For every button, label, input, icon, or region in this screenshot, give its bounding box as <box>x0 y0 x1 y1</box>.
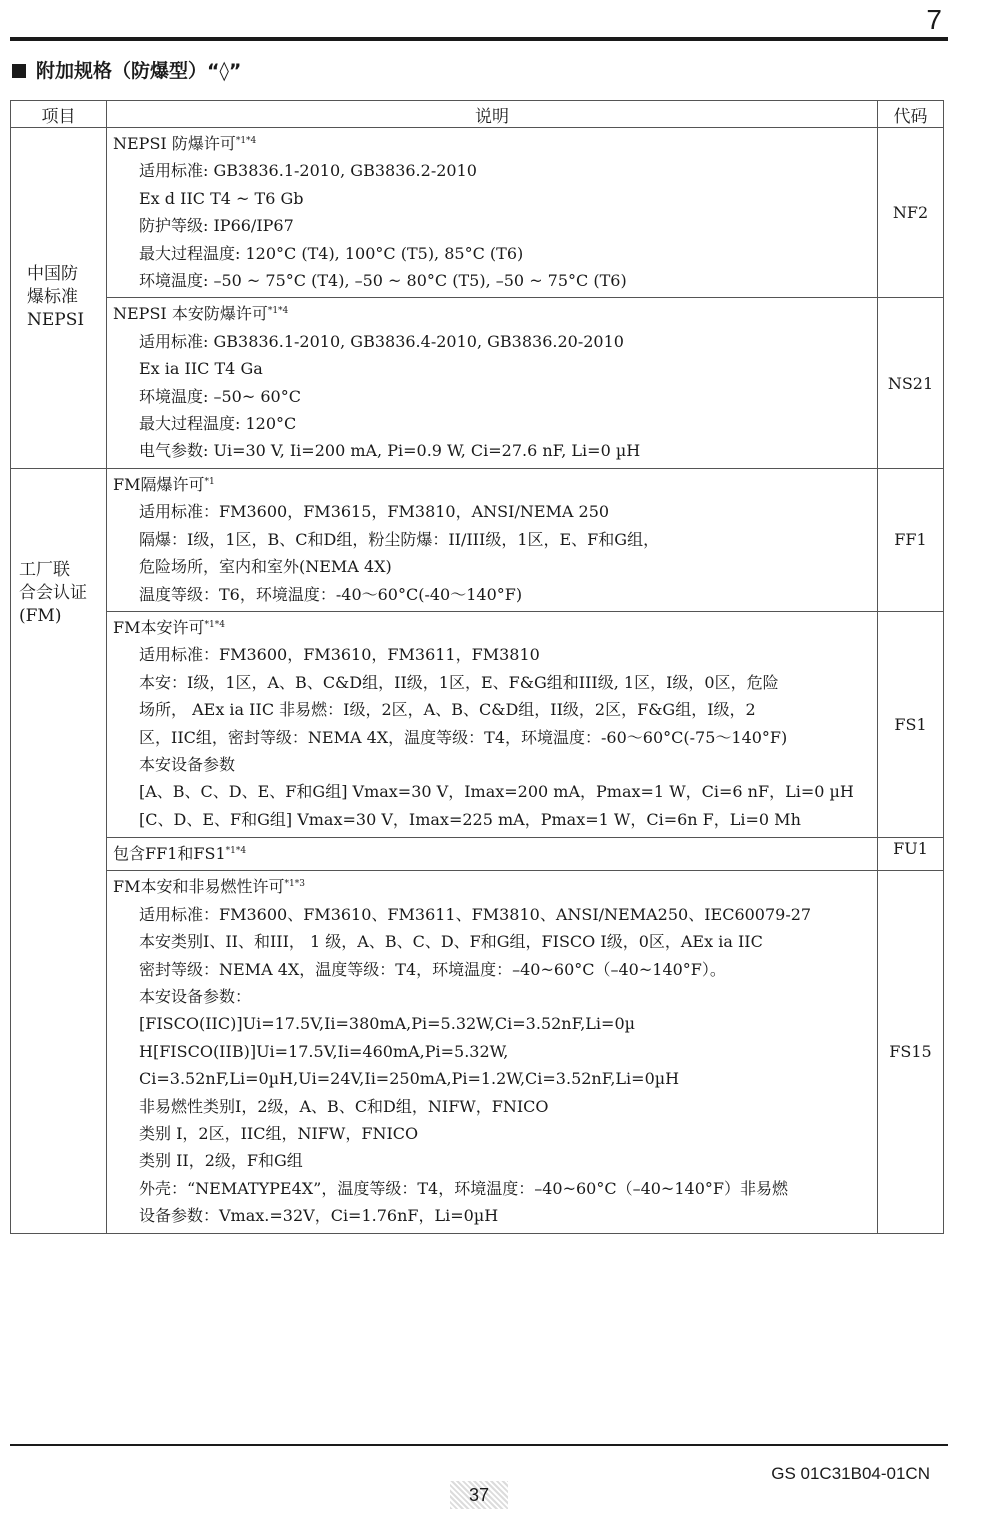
row-title: NEPSI 本安防爆许可$^{*1*4}$ <box>113 304 289 324</box>
category-line: 工厂联 <box>19 559 70 580</box>
description-cell <box>107 837 878 870</box>
desc-line: 环境温度: –50~ 60°C <box>139 386 301 406</box>
desc-line: [C、D、E、F和G组] Vmax=30 V，Imax=225 mA，Pmax=1 W，Ci=6n F，Li=0 Mh <box>139 809 801 829</box>
table-header-row <box>11 101 944 128</box>
category-cell-fm <box>11 468 107 1233</box>
desc-line: 适用标准: GB3836.1-2010, GB3836.4-2010, GB3836.20-2010 <box>139 331 624 351</box>
desc-line: H[FISCO(IIB)]Ui=17.5V,Ii=460mA,Pi=5.32W, <box>139 1041 509 1061</box>
desc-line: 适用标准：FM3600，FM3615，FM3810，ANSI/NEMA 250 <box>139 502 610 522</box>
header-item: 项目 <box>11 101 107 128</box>
description-cell <box>107 611 878 837</box>
footnote-ref: *1*4 <box>235 136 257 146</box>
code-cell: FS1 <box>878 611 944 837</box>
desc-line: 隔爆：I级，1区，B、C和D组，粉尘防爆：II/III级，1区，E、F和G组， <box>139 529 660 549</box>
table-row <box>11 128 944 298</box>
row-title: NEPSI 防爆许可$^{*1*4}$ <box>113 134 257 153</box>
desc-line: 本安：I级，1区，A、B、C&D组，II级，1区，E、F&G组和III级, 1区，I级，0区，危险 <box>139 672 779 692</box>
row-title: FM隔爆许可$^{*1}$ <box>113 474 215 494</box>
description-cell <box>107 298 878 468</box>
footnote-ref: *1*4 <box>225 845 247 856</box>
category-line: NEPSI <box>27 310 85 331</box>
header-desc: 说明 <box>107 101 878 128</box>
category-line: 合会认证 <box>19 582 87 603</box>
desc-line: 外壳：“NEMATYPE4X”，温度等级：T4，环境温度：–40~60°C（–40~140°F）非易燃 <box>139 1178 788 1198</box>
footnote-ref: *1*4 <box>267 306 289 317</box>
code-cell: NS21 <box>878 298 944 468</box>
desc-line: 非易燃性类别I，2级，A、B、C和D组，NIFW，FNICO <box>139 1096 549 1116</box>
desc-line: Ex ia IIC T4 Ga <box>139 359 263 379</box>
desc-line: 密封等级：NEMA 4X，温度等级：T4，环境温度：–40~60°C（–40~140°F）。 <box>139 959 726 979</box>
desc-line: Ex d IIC T4 ~ T6 Gb <box>139 188 304 208</box>
header-rule <box>10 37 948 41</box>
code-cell: FF1 <box>878 468 944 611</box>
desc-line: [FISCO(IIC)]Ui=17.5V,Ii=380mA,Pi=5.32W,Ci=3.52nF,Li=0µ <box>139 1014 636 1034</box>
desc-line: 最大过程温度: 120°C (T4), 100°C (T5), 85°C (T6) <box>139 243 524 263</box>
desc-line: 区，IIC组，密封等级：NEMA 4X，温度等级：T4，环境温度：-60～60°C(-75～140°F) <box>139 727 788 747</box>
category-line: 中国防 <box>27 264 78 285</box>
desc-line: 适用标准: GB3836.1-2010, GB3836.2-2010 <box>139 161 477 181</box>
footnote-ref: *1*3 <box>284 879 305 890</box>
row-title: 包含FF1和$FS1^{*1*4}$ <box>113 843 247 863</box>
table-row <box>11 468 944 611</box>
desc-line: 本安设备参数 <box>139 754 236 774</box>
desc-line: 适用标准：FM3600，FM3610，FM3611，FM3810 <box>139 645 540 665</box>
folio-number: 37 <box>450 1481 508 1509</box>
header-code: 代码 <box>878 101 944 128</box>
description-cell <box>107 128 878 298</box>
page-number: 7 <box>926 4 942 35</box>
desc-line: 类别 I，2区，IIC组，NIFW，FNICO <box>139 1123 419 1143</box>
footnote-ref: *1*4 <box>204 619 225 630</box>
document-number: GS 01C31B04-01CN <box>771 1464 930 1483</box>
category-cell-nepsi <box>11 128 107 469</box>
description-cell <box>107 468 878 611</box>
desc-line: 最大过程温度: 120°C <box>139 414 297 434</box>
row-title: FM本安和非易燃性许可$^{*1*3}$ <box>113 877 305 897</box>
desc-line: 适用标准：FM3600、FM3610、FM3611、FM3810、ANSI/NEMA250、IEC60079-27 <box>139 904 812 924</box>
desc-line: 场所， AEx ia IIC 非易燃：I级，2区，A、B、C&D组，II级，2区，F&G组，I级，2 <box>139 700 756 720</box>
table-row <box>11 837 944 870</box>
bullet-square-icon <box>12 64 26 78</box>
desc-line: [A、B、C、D、E、F和G组] Vmax=30 V，Imax=200 mA，Pmax=1 W，Ci=6 nF，Li=0 µH <box>139 782 854 802</box>
section-heading <box>12 56 241 83</box>
desc-line: 防护等级: IP66/IP67 <box>139 216 294 236</box>
desc-line: 环境温度: –50 ~ 75°C (T4), –50 ~ 80°C (T5), –50 ~ 75°C (T6) <box>139 271 627 291</box>
desc-line: 危险场所，室内和室外(NEMA 4X) <box>139 557 392 577</box>
description-cell <box>107 871 878 1233</box>
code-cell: FS15 <box>878 871 944 1233</box>
category-line: 爆标准 <box>27 287 78 308</box>
desc-line: 本安类别I、II、和III， 1 级，A、B、C、D、F和G组，FISCO I级，0区，AEx ia IIC <box>139 932 763 952</box>
code-cell: FU1 <box>878 837 944 870</box>
desc-line: 电气参数: Ui=30 V, Ii=200 mA, Pi=0.9 W, Ci=27.6 nF, Li=0 µH <box>139 441 641 461</box>
desc-line: 温度等级：T6，环境温度：-40～60°C(-40～140°F) <box>139 584 523 604</box>
code-cell: NF2 <box>878 128 944 298</box>
table-row <box>11 611 944 837</box>
footer-rule <box>10 1444 948 1446</box>
row-title: FM本安许可$^{*1*4}$ <box>113 617 225 637</box>
desc-line: Ci=3.52nF,Li=0µH,Ui=24V,Ii=250mA,Pi=1.2W,Ci=3.52nF,Li=0µH <box>139 1069 680 1089</box>
desc-line: 本安设备参数： <box>139 986 252 1006</box>
table-row <box>11 298 944 468</box>
footnote-ref: *1 <box>204 476 215 487</box>
section-title: 附加规格（防爆型）“◊” <box>36 60 242 82</box>
desc-line: 类别 II，2级，F和G组 <box>139 1151 303 1171</box>
category-line: (FM) <box>19 605 62 626</box>
desc-line: 设备参数：Vmax.=32V，Ci=1.76nF，Li=0µH <box>139 1206 499 1226</box>
spec-table <box>10 100 944 1234</box>
table-row <box>11 871 944 1233</box>
